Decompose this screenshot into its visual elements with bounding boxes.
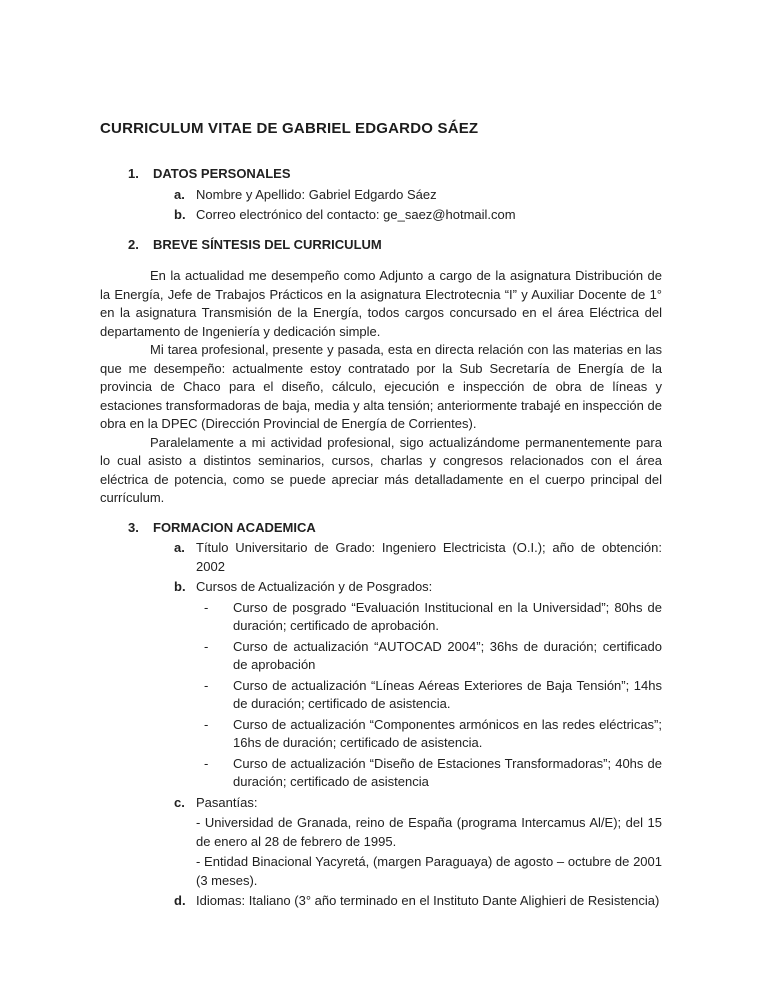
- item-text-titulo: Título Universitario de Grado: Ingeniero Electricista (O.I.); año de obtención: 2002: [196, 540, 662, 574]
- section-heading-label: BREVE SÍNTESIS DEL CURRICULUM: [153, 236, 382, 252]
- bullet-text: Curso de actualización “Líneas Aéreas Exteriores de Baja Tensión”; 14hs de duración; certificado de asistencia.: [233, 677, 662, 711]
- item-text-cursos: Cursos de Actualización y de Posgrados:: [196, 579, 433, 594]
- bullet-text: Curso de actualización “Componentes armónicos en las redes eléctricas”; 16hs de duración; certificado de asistencia.: [233, 716, 662, 750]
- section-heading-datos-personales: [100, 165, 662, 184]
- bullet-text: Curso de actualización “Diseño de Estaciones Transformadoras”; 40hs de duración; certificado de asistencia: [233, 755, 662, 789]
- document-title: CURRICULUM VITAE DE GABRIEL EDGARDO SÁEZ: [100, 120, 479, 137]
- item-letter-marker: b.: [174, 579, 186, 594]
- paragraph-actividad-paralela: Paralelamente a mi actividad profesional, sigo actualizándome permanentemente para lo cual asisto a distintos seminarios, cursos, charlas y congresos relacionados con el área eléctrica de potencia, como se puede apreciar más detalladamente en el cuerpo principal del currículum.: [100, 434, 662, 505]
- bullet-dash-marker: -: [204, 638, 209, 654]
- bullet-dash-marker: -: [204, 716, 209, 732]
- section-breve-sintesis: [100, 236, 662, 508]
- pasantia-entry-granada: - Universidad de Granada, reino de España (programa Intercamus Al/E); del 15 de enero al 28 de febrero de 1995.: [196, 815, 662, 849]
- paragraph-actualidad: En la actualidad me desempeño como Adjunto a cargo de la asignatura Distribución de la Energía, Jefe de Trabajos Prácticos en la asignatura Electrotecnia “I” y Auxiliar Docente de 1° en la asignatura Transmisión de la Energía, todos cargos concursado en el área Eléctrica del departamento de Ingeniería y dedicación simple.: [100, 268, 662, 339]
- item-text-pasantias: Pasantías:: [196, 794, 258, 810]
- section-datos-personales: [100, 165, 662, 225]
- item-text-idiomas: Idiomas: Italiano (3° año terminado en el Instituto Dante Alighieri de Resistencia): [196, 893, 660, 908]
- list-item-idiomas: [100, 892, 662, 911]
- list-item-nombre: [100, 186, 662, 205]
- item-letter-marker: d.: [174, 893, 186, 908]
- summary-paragraphs: [100, 267, 662, 508]
- bullet-dash-marker: -: [204, 677, 209, 693]
- paragraph-tarea-profesional: Mi tarea profesional, presente y pasada, esta en directa relación con las materias en las que me desempeño: actualmente estoy contratado por la Sub Secretaría de Energía de la provincia de Chaco para el diseño, cálculo, ejecución e inspección de obra de líneas y estaciones transformadoras de baja, media y alta tensión; anteriormente trabajé en inspección de obra en la DPEC (Dirección Provincial de Energía de Corrientes).: [100, 342, 662, 431]
- course-bullet-evaluacion-institucional: [100, 599, 662, 636]
- item-text-nombre: Nombre y Apellido: Gabriel Edgardo Sáez: [196, 186, 437, 202]
- bullet-text: Curso de actualización “AUTOCAD 2004”; 36hs de duración; certificado de aprobación: [233, 638, 662, 672]
- section-number-marker: 2.: [128, 236, 139, 252]
- list-item-cursos: [100, 578, 662, 597]
- section-heading-label: DATOS PERSONALES: [153, 166, 291, 181]
- section-heading-breve-sintesis: [100, 236, 662, 255]
- item-letter-marker: c.: [174, 794, 185, 810]
- pasantia-entry-yacyreta: - Entidad Binacional Yacyretá, (margen Paraguaya) de agosto – octubre de 2001 (3 meses).: [196, 854, 662, 888]
- list-item-titulo: [100, 539, 662, 576]
- section-number-marker: 3.: [128, 519, 139, 535]
- bullet-dash-marker: -: [204, 755, 209, 771]
- course-bullet-lineas-aereas: [100, 677, 662, 714]
- bullet-text: Curso de posgrado “Evaluación Institucional en la Universidad”; 80hs de duración; certificado de aprobación.: [233, 599, 662, 633]
- course-bullet-autocad: [100, 638, 662, 675]
- list-item-pasantias: [100, 794, 662, 813]
- section-heading-label: FORMACION ACADEMICA: [153, 519, 316, 535]
- item-letter-marker: b.: [174, 207, 186, 222]
- section-formacion-academica: [100, 519, 662, 911]
- item-letter-marker: a.: [174, 186, 185, 202]
- course-bullet-componentes-armonicos: [100, 716, 662, 753]
- course-bullet-estaciones-transformadoras: [100, 755, 662, 792]
- section-number-marker: 1.: [128, 166, 139, 181]
- section-heading-formacion-academica: [100, 519, 662, 538]
- item-text-correo: Correo electrónico del contacto: ge_saez@hotmail.com: [196, 207, 516, 222]
- bullet-dash-marker: -: [204, 599, 209, 615]
- item-letter-marker: a.: [174, 540, 185, 555]
- list-item-correo: [100, 206, 662, 225]
